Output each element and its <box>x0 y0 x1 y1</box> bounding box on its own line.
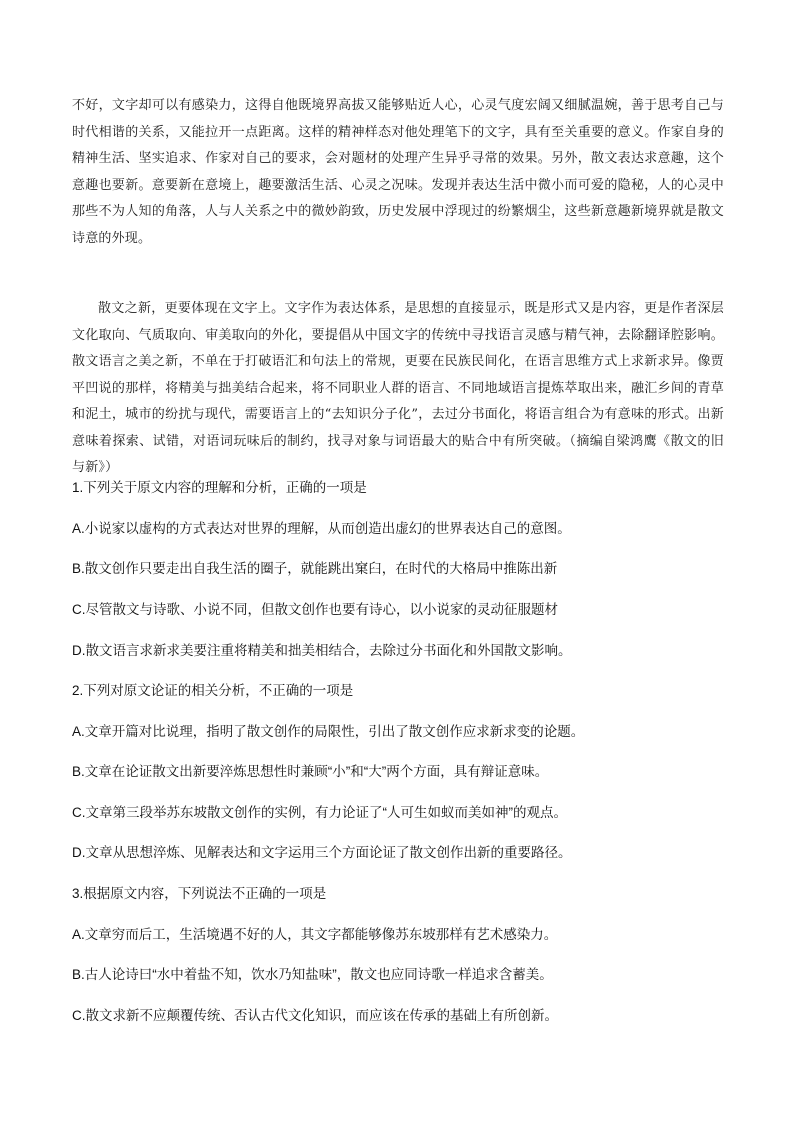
question-1-option-a: A.小说家以虚构的方式表达对世界的理解，从而创造出虚幻的世界表达自己的意图。 <box>72 521 571 536</box>
question-2-option-d: D.文章从思想淬炼、见解表达和文字运用三个方面论证了散文创作出新的重要路径。 <box>72 845 572 860</box>
question-2-option-c: C.文章第三段举苏东坡散文创作的实例，有力论证了“人可生如蚁而美如神”的观点。 <box>72 805 567 820</box>
passage-paragraph-1: 不好，文字却可以有感染力，这得自他既境界高拔又能够贴近人心，心灵气度宏阔又细腻温婉，善于思考自己与时代相谐的关系，又能拉开一点距离。这样的精神样态对他处理笔下的文字，具有至关重要的意义。作家自身的精神生活、坚实追求、作家对自己的要求，会对题材的处理产生异乎寻常的效果。另外，散文表达求意趣，这个意趣也要新。意要新在意境上，趣要激活生活、心灵之况味。发现并表达生活中微小而可爱的隐秘，人的心灵中那些不为人知的角落，人与人关系之中的微妙韵致，历史发展中浮现过的纷繁烟尘，这些新意趣新境界就是散文诗意的外现。 <box>72 98 724 246</box>
question-3-stem: 3.根据原文内容，下列说法不正确的一项是 <box>72 886 327 901</box>
question-1-stem: 1.下列关于原文内容的理解和分析，正确的一项是 <box>72 480 367 495</box>
question-3-option-a: A.文章穷而后工，生活境遇不好的人，其文字都能够像苏东坡那样有艺术感染力。 <box>72 927 558 942</box>
question-1-option-b: B.散文创作只要走出自我生活的圈子，就能跳出窠臼，在时代的大格局中推陈出新 <box>72 561 558 576</box>
passage-paragraph-2: 散文之新，更要体现在文字上。文字作为表达体系，是思想的直接显示，既是形式又是内容，更是作者深层文化取向、气质取向、审美取向的外化，要提倡从中国文字的传统中寻找语言灵感与精气神，去除翻译腔影响。散文语言之美之新，不单在于打破语汇和句法上的常规，更要在民族民间化，在语言思维方式上求新求异。像贾平凹说的那样，将精美与拙美结合起来，将不同职业人群的语言、不同地域语言提炼萃取出来，融汇乡间的青草和泥土，城市的纷扰与现代，需要语言上的“去知识分子化”，去过分书面化，将语言组合为有意味的形式。出新意味着探索、试错，对语词玩味后的制约，找寻对象与词语最大的贴合中有所突破。（摘编自梁鸿鹰《散文的旧与新》） <box>72 301 724 475</box>
question-2-stem: 2.下列对原文论证的相关分析，不正确的一项是 <box>72 683 354 698</box>
question-3-option-b: B.古人论诗曰“水中着盐不知，饮水乃知盐味”，散文也应同诗歌一样追求含蓄美。 <box>72 967 553 982</box>
question-2-option-b: B.文章在论证散文出新要淬炼思想性时兼顾“小”和“大”两个方面，具有辩证意味。 <box>72 764 549 779</box>
question-1-option-d: D.散文语言求新求美要注重将精美和拙美相结合，去除过分书面化和外国散文影响。 <box>72 643 572 658</box>
question-1-option-c: C.尽管散文与诗歌、小说不同，但散文创作也要有诗心，以小说家的灵动征服题材 <box>72 602 558 617</box>
question-3-option-c: C.散文求新不应颠覆传统、否认古代文化知识，而应该在传承的基础上有所创新。 <box>72 1008 558 1023</box>
question-2-option-a: A.文章开篇对比说理，指明了散文创作的局限性，引出了散文创作应求新求变的论题。 <box>72 724 585 739</box>
